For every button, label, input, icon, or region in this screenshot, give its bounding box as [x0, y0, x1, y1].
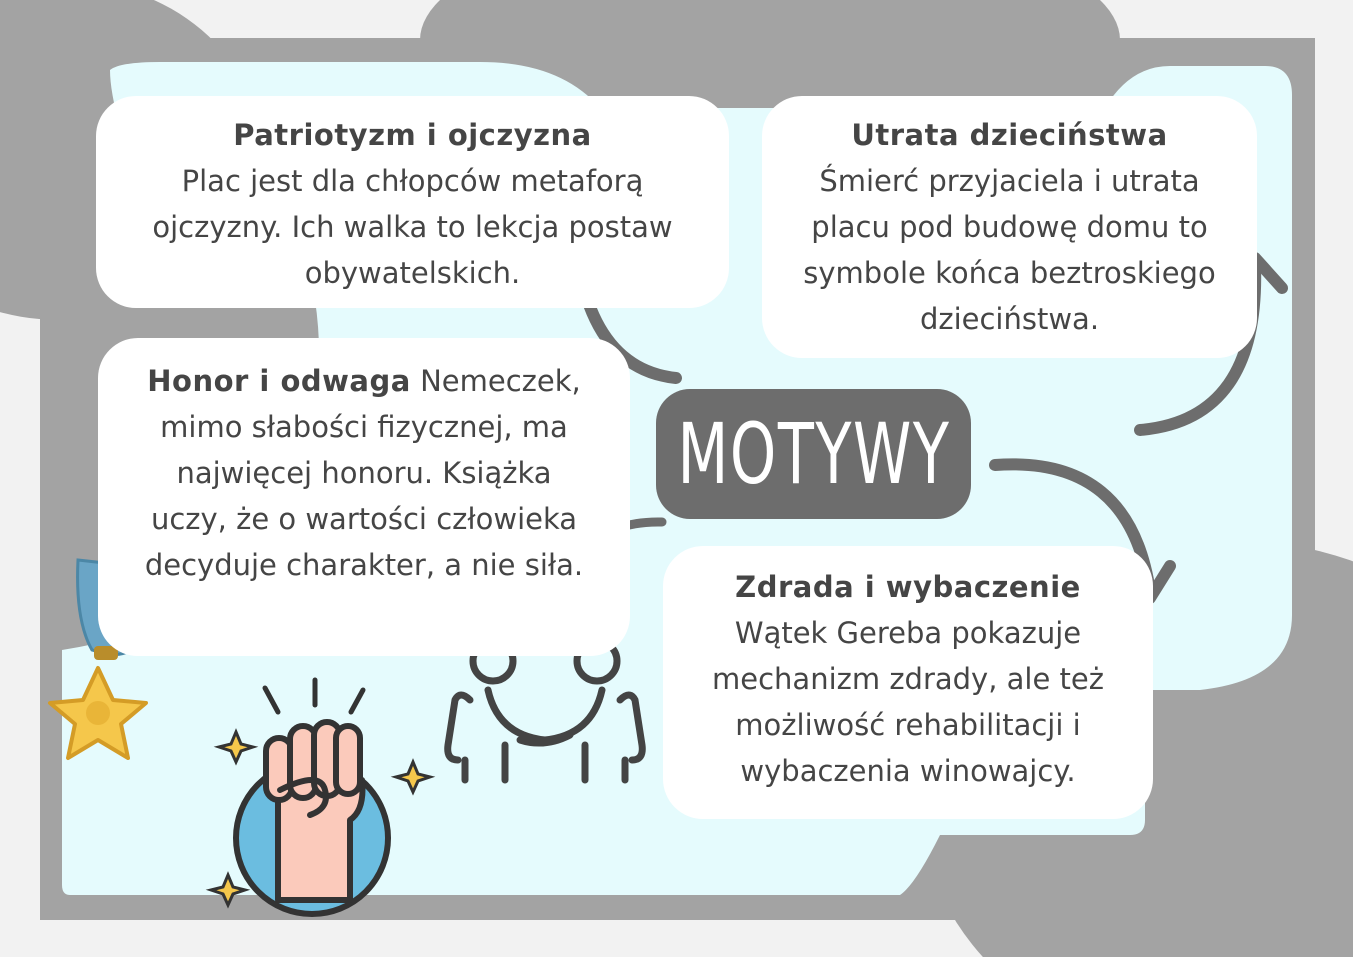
card-body: Plac jest dla chłopców metaforą ojczyzny. Ich walka to lekcja postaw obywatelskich. [152, 164, 673, 290]
card-betrayal [663, 546, 1153, 819]
card-title: Utrata dzieciństwa [851, 118, 1168, 152]
central-topic [656, 389, 971, 519]
card-title: Zdrada i wybaczenie [735, 570, 1081, 604]
handshake-icon [448, 641, 643, 780]
card-body: Honor i odwaga Nemeczek, mimo słabości fizycznej, ma najwięcej honoru. Książka uczy, że o wartości człowieka decyduje charakter, a nie siła. [144, 364, 584, 582]
card-childhood [762, 96, 1257, 358]
card-title: Honor i odwaga [147, 364, 411, 398]
card-patriotism [96, 96, 729, 308]
card-honor [98, 338, 630, 656]
card-title: Patriotyzm i ojczyzna [233, 118, 592, 152]
card-body: Śmierć przyjaciela i utrata placu pod budowę domu to symbole końca beztroskiego dzieciństwa. [803, 164, 1216, 336]
card-body: Wątek Gereba pokazuje mechanizm zdrady, ale też możliwość rehabilitacji i wybaczenia winowajcy. [712, 616, 1104, 788]
raised-fist-icon [211, 680, 430, 914]
central-label: MOTYWY [677, 405, 950, 503]
